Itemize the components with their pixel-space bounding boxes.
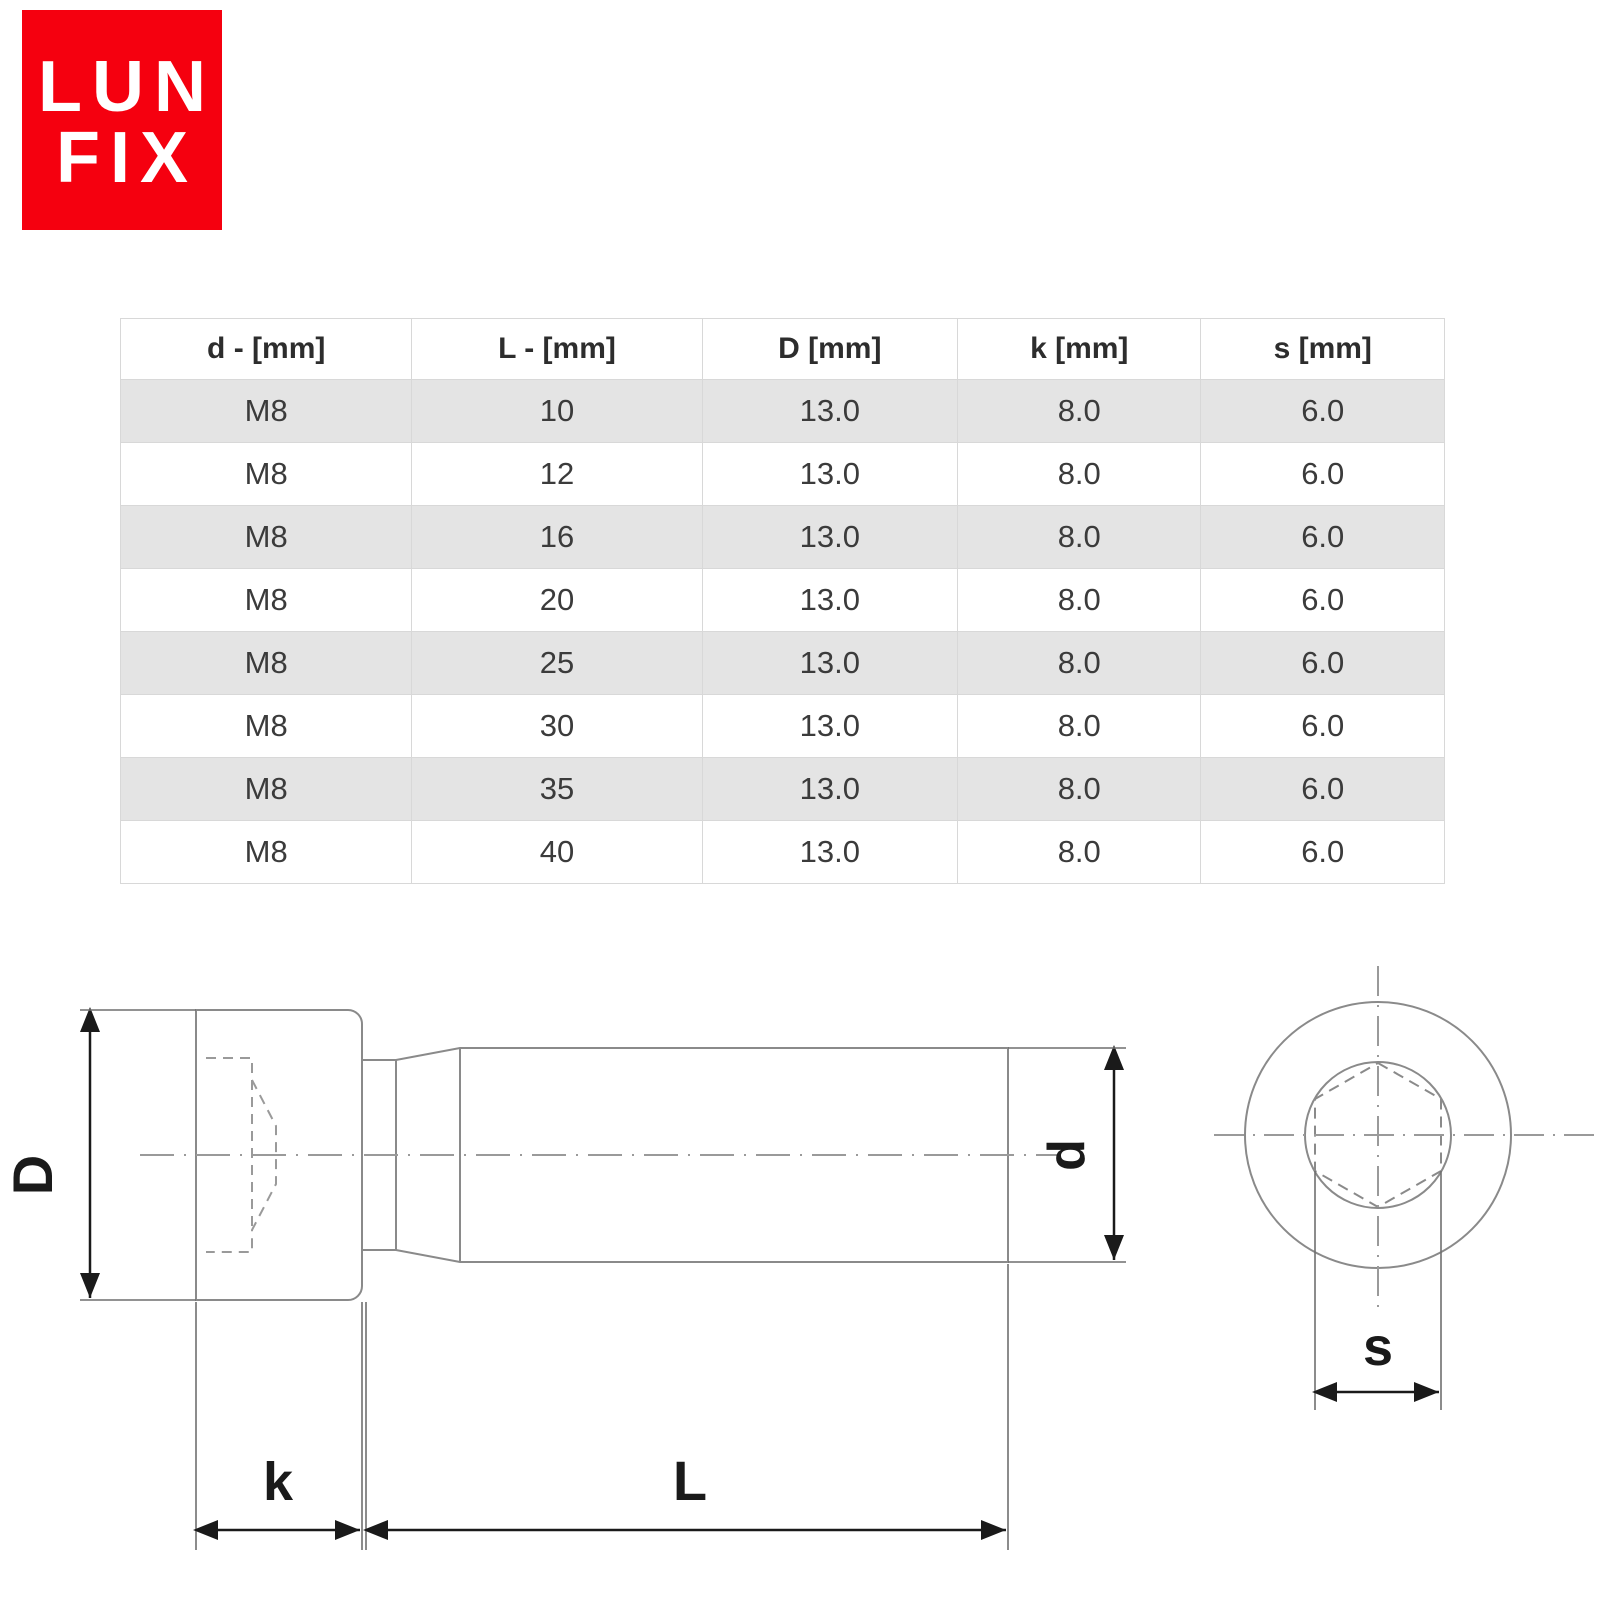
cell-D: 13.0	[702, 506, 957, 569]
table-row	[121, 632, 1445, 695]
cell-s: 6.0	[1201, 695, 1445, 758]
cell-d: M8	[121, 632, 412, 695]
cell-d: M8	[121, 443, 412, 506]
cell-D: 13.0	[702, 443, 957, 506]
cell-k: 8.0	[958, 569, 1201, 632]
cell-k: 8.0	[958, 821, 1201, 884]
cell-d: M8	[121, 758, 412, 821]
dimension-label-d: d	[1038, 1139, 1096, 1171]
brand-logo	[22, 10, 222, 230]
technical-drawing	[0, 930, 1600, 1590]
cell-D: 13.0	[702, 821, 957, 884]
brand-logo-line-1: LUN	[38, 47, 216, 128]
cell-L: 25	[412, 632, 702, 695]
table-row	[121, 506, 1445, 569]
cell-k: 8.0	[958, 443, 1201, 506]
cell-L: 30	[412, 695, 702, 758]
column-header-L: L - [mm]	[412, 319, 702, 380]
cell-s: 6.0	[1201, 569, 1445, 632]
screw-shank-outline	[362, 1048, 1008, 1262]
cell-L: 40	[412, 821, 702, 884]
dimension-D	[80, 1010, 196, 1300]
cell-s: 6.0	[1201, 443, 1445, 506]
cell-L: 10	[412, 380, 702, 443]
cell-d: M8	[121, 569, 412, 632]
column-header-k: k [mm]	[958, 319, 1201, 380]
table-row	[121, 380, 1445, 443]
table-row	[121, 443, 1445, 506]
cell-D: 13.0	[702, 695, 957, 758]
table-row	[121, 758, 1445, 821]
cell-s: 6.0	[1201, 758, 1445, 821]
cell-d: M8	[121, 380, 412, 443]
cell-s: 6.0	[1201, 506, 1445, 569]
column-header-s: s [mm]	[1201, 319, 1445, 380]
cell-d: M8	[121, 821, 412, 884]
table-body	[121, 380, 1445, 884]
dimension-label-s: s	[1362, 1317, 1394, 1377]
cell-k: 8.0	[958, 380, 1201, 443]
cell-k: 8.0	[958, 632, 1201, 695]
dimension-label-L: L	[672, 1449, 708, 1512]
top-view-center-lines	[1214, 966, 1600, 1308]
cell-D: 13.0	[702, 758, 957, 821]
table-row	[121, 821, 1445, 884]
cell-k: 8.0	[958, 506, 1201, 569]
dimension-label-k: k	[262, 1452, 294, 1512]
table-row	[121, 569, 1445, 632]
cell-L: 12	[412, 443, 702, 506]
cell-k: 8.0	[958, 695, 1201, 758]
cell-s: 6.0	[1201, 632, 1445, 695]
cell-L: 20	[412, 569, 702, 632]
cell-L: 35	[412, 758, 702, 821]
table-header-row	[121, 319, 1445, 380]
specification-table	[120, 318, 1445, 884]
cell-s: 6.0	[1201, 821, 1445, 884]
cell-d: M8	[121, 506, 412, 569]
brand-logo-line-2: FIX	[55, 118, 198, 198]
dimension-k	[196, 1302, 362, 1550]
cell-D: 13.0	[702, 632, 957, 695]
cell-L: 16	[412, 506, 702, 569]
cell-k: 8.0	[958, 758, 1201, 821]
dimension-label-D: D	[1, 1154, 64, 1196]
table-head	[121, 319, 1445, 380]
cell-D: 13.0	[702, 380, 957, 443]
column-header-D: D [mm]	[702, 319, 957, 380]
cell-s: 6.0	[1201, 380, 1445, 443]
table-row	[121, 695, 1445, 758]
column-header-d: d - [mm]	[121, 319, 412, 380]
cell-D: 13.0	[702, 569, 957, 632]
cell-d: M8	[121, 695, 412, 758]
